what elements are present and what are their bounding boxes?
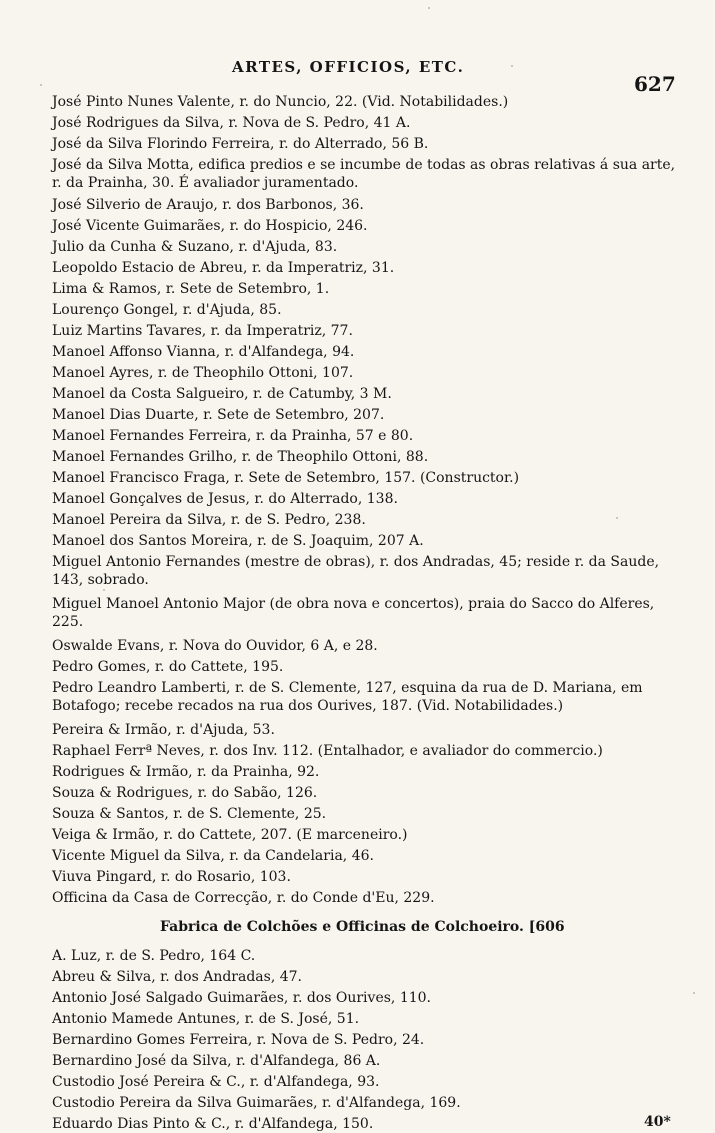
entry-line: Manoel Fernandes Grilho, r. de Theophilo Ottoni, 88. <box>52 449 429 465</box>
paper-speck <box>103 589 105 591</box>
entry-line: José Silverio de Araujo, r. dos Barbonos, 36. <box>52 197 364 213</box>
section-entry-line: A. Luz, r. de S. Pedro, 164 C. <box>52 948 256 964</box>
entry-line: José da Silva Florindo Ferreira, r. do Alterrado, 56 B. <box>52 136 429 152</box>
section-entry-line: Abreu & Silva, r. dos Andradas, 47. <box>52 969 302 985</box>
entry-line: Lourenço Gongel, r. d'Ajuda, 85. <box>52 302 282 318</box>
entry-line: Souza & Santos, r. de S. Clemente, 25. <box>52 806 327 822</box>
entry-line: Rodrigues & Irmão, r. da Prainha, 92. <box>52 764 320 780</box>
entry-line: Manoel Francisco Fraga, r. Sete de Setembro, 157. (Constructor.) <box>52 470 520 486</box>
paper-speck <box>40 84 42 86</box>
section-entry-line: Bernardino José da Silva, r. d'Alfandega, 86 A. <box>52 1053 381 1069</box>
section-entry-line: Eduardo Dias Pinto & C., r. d'Alfandega, 150. <box>52 1116 374 1132</box>
entry-line: Pedro Gomes, r. do Cattete, 195. <box>52 659 284 675</box>
section-title: Fabrica de Colchões e Officinas de Colchoeiro. [606 <box>160 919 565 935</box>
entry-line: Leopoldo Estacio de Abreu, r. da Imperatriz, 31. <box>52 260 395 276</box>
entry-line: Souza & Rodrigues, r. do Sabão, 126. <box>52 785 318 801</box>
entry-line: Manoel Gonçalves de Jesus, r. do Alterrado, 138. <box>52 491 398 507</box>
entry-line: Viuva Pingard, r. do Rosario, 103. <box>52 869 291 885</box>
entry-line: Manoel Pereira da Silva, r. de S. Pedro, 238. <box>52 512 366 528</box>
paper-speck <box>616 517 618 519</box>
entry-line: José Rodrigues da Silva, r. Nova de S. Pedro, 41 A. <box>52 115 411 131</box>
paper-speck <box>428 7 430 9</box>
entry-line: Manoel da Costa Salgueiro, r. de Catumby, 3 M. <box>52 386 392 402</box>
entry-line: Pereira & Irmão, r. d'Ajuda, 53. <box>52 722 275 738</box>
section-entry-line: Custodio Pereira da Silva Guimarães, r. d'Alfandega, 169. <box>52 1095 461 1111</box>
entry-line: Raphael Ferrª Neves, r. dos Inv. 112. (Entalhador, e avaliador do commercio.) <box>52 743 603 759</box>
entry-line: Veiga & Irmão, r. do Cattete, 207. (E marceneiro.) <box>52 827 408 843</box>
entry-line: Lima & Ramos, r. Sete de Setembro, 1. <box>52 281 330 297</box>
entry-line: Manoel Ayres, r. de Theophilo Ottoni, 107. <box>52 365 354 381</box>
paper-speck <box>511 65 513 67</box>
entry-line: José Pinto Nunes Valente, r. do Nuncio, 22. (Vid. Notabilidades.) <box>52 94 509 110</box>
page-number: 627 <box>634 72 676 96</box>
entry-line: Julio da Cunha & Suzano, r. d'Ajuda, 83. <box>52 239 338 255</box>
section-entry-line: Antonio Mamede Antunes, r. de S. José, 51. <box>52 1011 360 1027</box>
entry-line: Officina da Casa de Correcção, r. do Conde d'Eu, 229. <box>52 890 435 906</box>
entry-line: José Vicente Guimarães, r. do Hospicio, 246. <box>52 218 368 234</box>
entry-line: Manoel Affonso Vianna, r. d'Alfandega, 94. <box>52 344 355 360</box>
section-entry-line: Bernardino Gomes Ferreira, r. Nova de S. Pedro, 24. <box>52 1032 425 1048</box>
entry-line: Manoel Dias Duarte, r. Sete de Setembro, 207. <box>52 407 385 423</box>
entry-line: Luiz Martins Tavares, r. da Imperatriz, 77. <box>52 323 353 339</box>
section-entry-line: Antonio José Salgado Guimarães, r. dos Ourives, 110. <box>52 990 431 1006</box>
entry-line: Miguel Antonio Fernandes (mestre de obras), r. dos Andradas, 45; reside r. da Saude, 143, sobrado. <box>52 554 660 588</box>
entry-line: Manoel Fernandes Ferreira, r. da Prainha, 57 e 80. <box>52 428 414 444</box>
page-header-title: ARTES, OFFICIOS, ETC. <box>232 58 465 76</box>
entry-line: Manoel dos Santos Moreira, r. de S. Joaquim, 207 A. <box>52 533 424 549</box>
entry-line: Miguel Manoel Antonio Major (de obra nova e concertos), praia do Sacco do Alferes, 225. <box>52 596 655 630</box>
paper-speck <box>693 992 695 994</box>
entry-line: José da Silva Motta, edifica predios e se incumbe de todas as obras relativas á sua arte, r. da Prainha, 30. É avaliador juramentado. <box>52 157 676 191</box>
section-entry-line: Custodio José Pereira & C., r. d'Alfandega, 93. <box>52 1074 380 1090</box>
signature-mark: 40* <box>644 1114 671 1130</box>
entry-line: Pedro Leandro Lamberti, r. de S. Clemente, 127, esquina da rua de D. Mariana, em Botafogo; recebe recados na rua dos Ourives, 187. (Vid. Notabilidades.) <box>52 680 643 714</box>
entry-line: Oswalde Evans, r. Nova do Ouvidor, 6 A, e 28. <box>52 638 378 654</box>
entry-line: Vicente Miguel da Silva, r. da Candelaria, 46. <box>52 848 374 864</box>
